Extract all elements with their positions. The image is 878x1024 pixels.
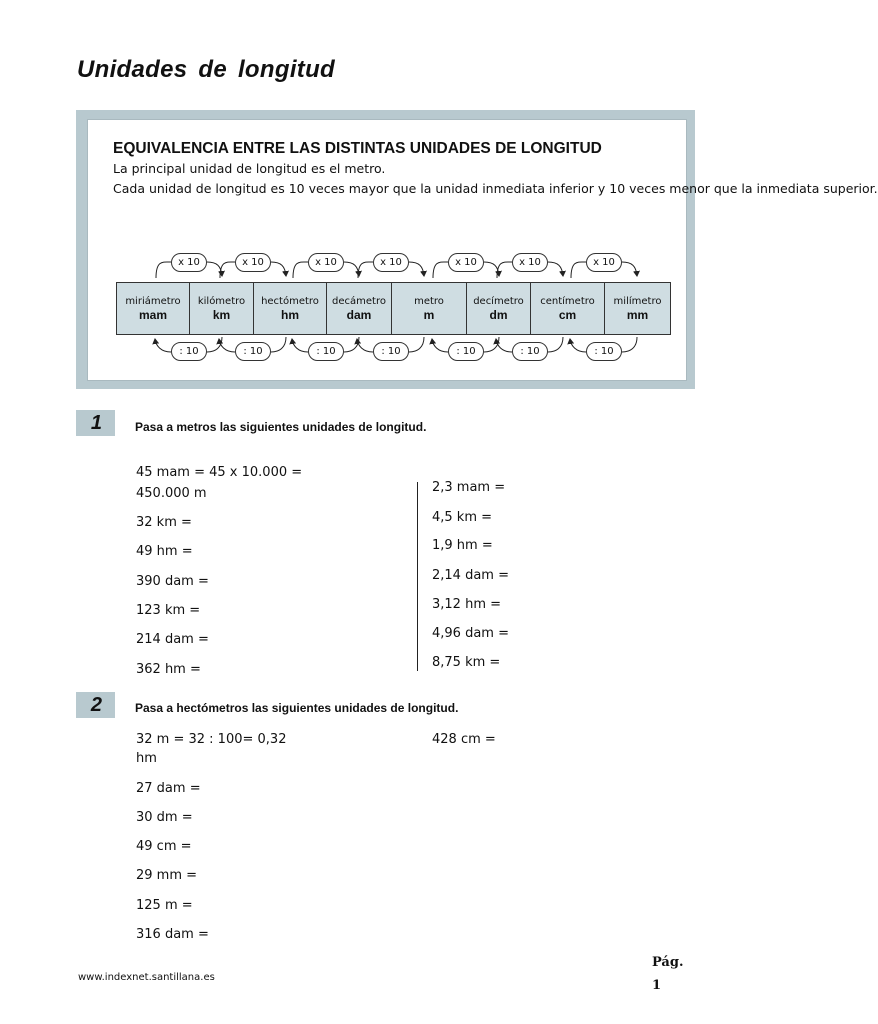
conversion-arrows — [88, 120, 686, 380]
multiply-label: x 10 — [512, 253, 548, 272]
exercise-item: 2,14 dam = — [432, 568, 509, 583]
unit-name: hectómetro — [261, 295, 319, 307]
divide-label: : 10 — [171, 342, 207, 361]
unit-cell — [531, 283, 605, 334]
multiply-label: x 10 — [308, 253, 344, 272]
multiply-label: x 10 — [235, 253, 271, 272]
unit-name: miriámetro — [125, 295, 181, 307]
exercise-item: 2,3 mam = — [432, 480, 506, 495]
exercise-item: 8,75 km = — [432, 655, 501, 670]
unit-abbreviation: dam — [346, 307, 372, 322]
unit-abbreviation: dm — [489, 307, 508, 322]
exercise-item: 316 dam = — [136, 927, 209, 942]
page-indicator — [652, 951, 683, 997]
unit-name: kilómetro — [197, 295, 246, 307]
unit-name: decámetro — [332, 295, 386, 307]
unit-cell — [254, 283, 327, 334]
divide-label: : 10 — [373, 342, 409, 361]
box-heading: EQUIVALENCIA ENTRE LAS DISTINTAS UNIDADES DE LONGITUD — [113, 140, 602, 157]
divide-label: : 10 — [586, 342, 622, 361]
unit-abbreviation: mm — [626, 307, 649, 322]
box-line-2: Cada unidad de longitud es 10 veces mayor que la unidad inmediata inferior y 10 veces menor que la inmediata superior. — [113, 181, 878, 196]
exercise-item: 45 mam = 45 x 10.000 = — [136, 465, 303, 480]
exercise-item: 4,96 dam = — [432, 626, 509, 641]
page-label: Pág. — [652, 955, 684, 970]
unit-cell — [117, 283, 190, 334]
divide-label: : 10 — [512, 342, 548, 361]
equivalence-box — [87, 119, 878, 381]
divide-label: : 10 — [235, 342, 271, 361]
exercise-item: 30 dm = — [136, 810, 193, 825]
exercise-item: 1,9 hm = — [432, 538, 493, 553]
unit-cell — [190, 283, 254, 334]
exercise-item: 450.000 m — [136, 486, 207, 501]
unit-name: metro — [414, 295, 444, 307]
exercise-2-number: 2 — [76, 692, 115, 718]
exercise-item: 4,5 km = — [432, 510, 493, 525]
page-number: 1 — [652, 978, 662, 993]
column-divider — [417, 482, 418, 671]
unit-abbreviation: hm — [281, 307, 299, 322]
multiply-label: x 10 — [586, 253, 622, 272]
exercise-item: 27 dam = — [136, 781, 201, 796]
unit-name: milímetro — [613, 295, 662, 307]
unit-abbreviation: cm — [558, 307, 577, 322]
exercise-item: 3,12 hm = — [432, 597, 502, 612]
exercise-item: 49 hm = — [136, 544, 193, 559]
footer-url: www.indexnet.santillana.es — [78, 972, 215, 983]
multiply-label: x 10 — [171, 253, 207, 272]
unit-name: centímetro — [540, 295, 595, 307]
divide-label: : 10 — [448, 342, 484, 361]
unit-name: decímetro — [473, 295, 524, 307]
unit-abbreviation: km — [212, 307, 231, 322]
unit-table — [116, 282, 671, 335]
exercise-item: 428 cm = — [432, 732, 496, 747]
exercise-item: 29 mm = — [136, 868, 198, 883]
unit-cell — [392, 283, 467, 334]
multiply-label: x 10 — [448, 253, 484, 272]
exercise-item: 32 km = — [136, 515, 192, 530]
unit-cell — [327, 283, 392, 334]
exercise-item: 123 km = — [136, 603, 201, 618]
exercise-item: 214 dam = — [136, 632, 209, 647]
box-line-1: La principal unidad de longitud es el metro. — [113, 161, 386, 176]
unit-abbreviation: mam — [138, 307, 167, 322]
exercise-item: 125 m = — [136, 898, 193, 913]
divide-label: : 10 — [308, 342, 344, 361]
exercise-item: 390 dam = — [136, 574, 209, 589]
exercise-item: hm — [136, 751, 157, 766]
unit-cell — [605, 283, 670, 334]
exercise-item: 49 cm = — [136, 839, 192, 854]
unit-cell — [467, 283, 531, 334]
page-title: Unidades de longitud — [77, 56, 335, 83]
unit-abbreviation: m — [423, 307, 435, 322]
exercise-2-instruction: Pasa a hectómetros las siguientes unidades de longitud. — [135, 701, 459, 715]
multiply-label: x 10 — [373, 253, 409, 272]
exercise-1-instruction: Pasa a metros las siguientes unidades de longitud. — [135, 420, 427, 434]
exercise-item: 32 m = 32 : 100= 0,32 — [136, 732, 287, 747]
exercise-1-number: 1 — [76, 410, 115, 436]
exercise-item: 362 hm = — [136, 662, 201, 677]
